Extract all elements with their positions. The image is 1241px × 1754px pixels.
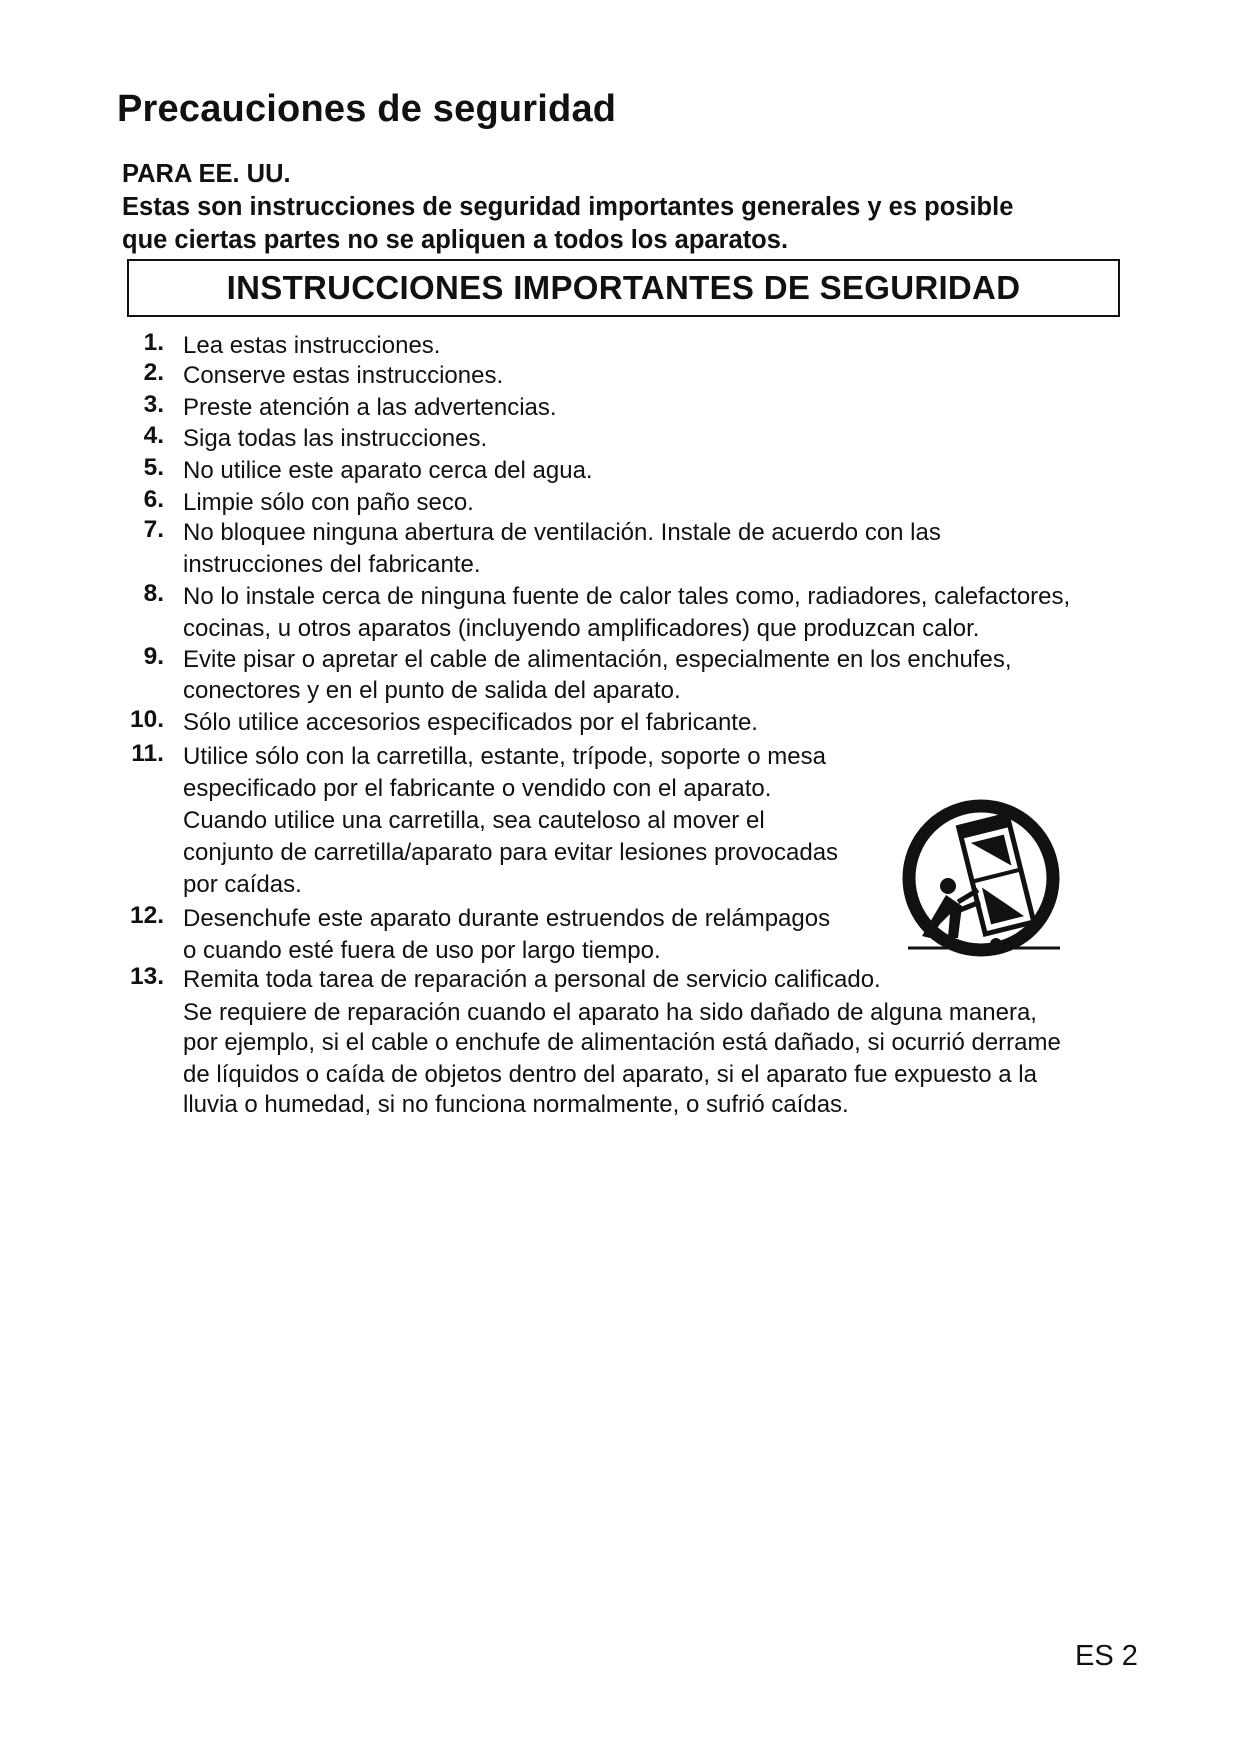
instruction-number: 7. bbox=[143, 516, 164, 543]
intro-line: que ciertas partes no se apliquen a todos los aparatos. bbox=[122, 226, 789, 254]
heading-text: INSTRUCCIONES IMPORTANTES DE SEGURIDAD bbox=[226, 269, 1021, 306]
safety-intro bbox=[122, 158, 1122, 257]
instruction-text: Conserve estas instrucciones. bbox=[183, 362, 504, 389]
instruction-text: Limpie sólo con paño seco. bbox=[183, 489, 474, 516]
instruction-text: por caídas. bbox=[183, 871, 302, 898]
instruction-number: 3. bbox=[143, 391, 164, 418]
instruction-text: o cuando esté fuera de uso por largo tiempo. bbox=[183, 937, 661, 964]
instruction-text: especificado por el fabricante o vendido con el aparato. bbox=[183, 775, 772, 802]
instruction-text: Siga todas las instrucciones. bbox=[183, 425, 488, 452]
instruction-text: No utilice este aparato cerca del agua. bbox=[183, 457, 593, 484]
instruction-text: cocinas, u otros aparatos (incluyendo amplificadores) que produzcan calor. bbox=[183, 615, 980, 642]
instruction-number: 10. bbox=[129, 706, 164, 733]
page-number: ES 2 bbox=[1075, 1640, 1138, 1672]
instruction-text: por ejemplo, si el cable o enchufe de alimentación está dañado, si ocurrió derrame bbox=[183, 1029, 1061, 1056]
instruction-text: instrucciones del fabricante. bbox=[183, 551, 481, 578]
instruction-text: Utilice sólo con la carretilla, estante, trípode, soporte o mesa bbox=[183, 743, 826, 770]
instruction-number: 6. bbox=[143, 486, 164, 513]
instruction-text: Lea estas instrucciones. bbox=[183, 332, 441, 359]
instruction-number: 13. bbox=[129, 963, 164, 990]
region-label: PARA EE. UU. bbox=[122, 160, 291, 188]
instruction-text: lluvia o humedad, si no funciona normalmente, o sufrió caídas. bbox=[183, 1091, 849, 1118]
instruction-number: 2. bbox=[143, 359, 164, 386]
instruction-text: de líquidos o caída de objetos dentro del aparato, si el aparato fue expuesto a la bbox=[183, 1061, 1037, 1088]
instruction-number: 1. bbox=[143, 329, 164, 356]
cart-tip-over-warning-icon bbox=[900, 798, 1062, 962]
instruction-text: No lo instale cerca de ninguna fuente de calor tales como, radiadores, calefactores, bbox=[183, 583, 1071, 610]
instruction-text: Cuando utilice una carretilla, sea cauteloso al mover el bbox=[183, 807, 765, 834]
instruction-text: Remita toda tarea de reparación a personal de servicio calificado. bbox=[183, 966, 881, 993]
instruction-text: Desenchufe este aparato durante estruendos de relámpagos bbox=[183, 905, 831, 932]
instruction-text: No bloquee ninguna abertura de ventilación. Instale de acuerdo con las bbox=[183, 519, 941, 546]
instruction-text: Se requiere de reparación cuando el aparato ha sido dañado de alguna manera, bbox=[183, 999, 1037, 1026]
instruction-text: Preste atención a las advertencias. bbox=[183, 394, 557, 421]
instruction-number: 12. bbox=[129, 902, 164, 929]
instruction-text: Evite pisar o apretar el cable de alimentación, especialmente en los enchufes, bbox=[183, 646, 1012, 673]
instruction-number: 11. bbox=[131, 740, 164, 767]
instruction-text: conjunto de carretilla/aparato para evitar lesiones provocadas bbox=[183, 839, 839, 866]
page-title: Precauciones de seguridad bbox=[117, 88, 617, 130]
important-instructions-heading bbox=[127, 259, 1120, 317]
instruction-text: conectores y en el punto de salida del aparato. bbox=[183, 677, 681, 704]
instruction-number: 4. bbox=[143, 422, 164, 449]
instruction-number: 9. bbox=[143, 643, 164, 670]
instruction-number: 8. bbox=[143, 580, 164, 607]
instruction-number: 5. bbox=[143, 454, 164, 481]
instruction-text: Sólo utilice accesorios especificados por el fabricante. bbox=[183, 709, 758, 736]
intro-line: Estas son instrucciones de seguridad importantes generales y es posible bbox=[122, 193, 1014, 221]
